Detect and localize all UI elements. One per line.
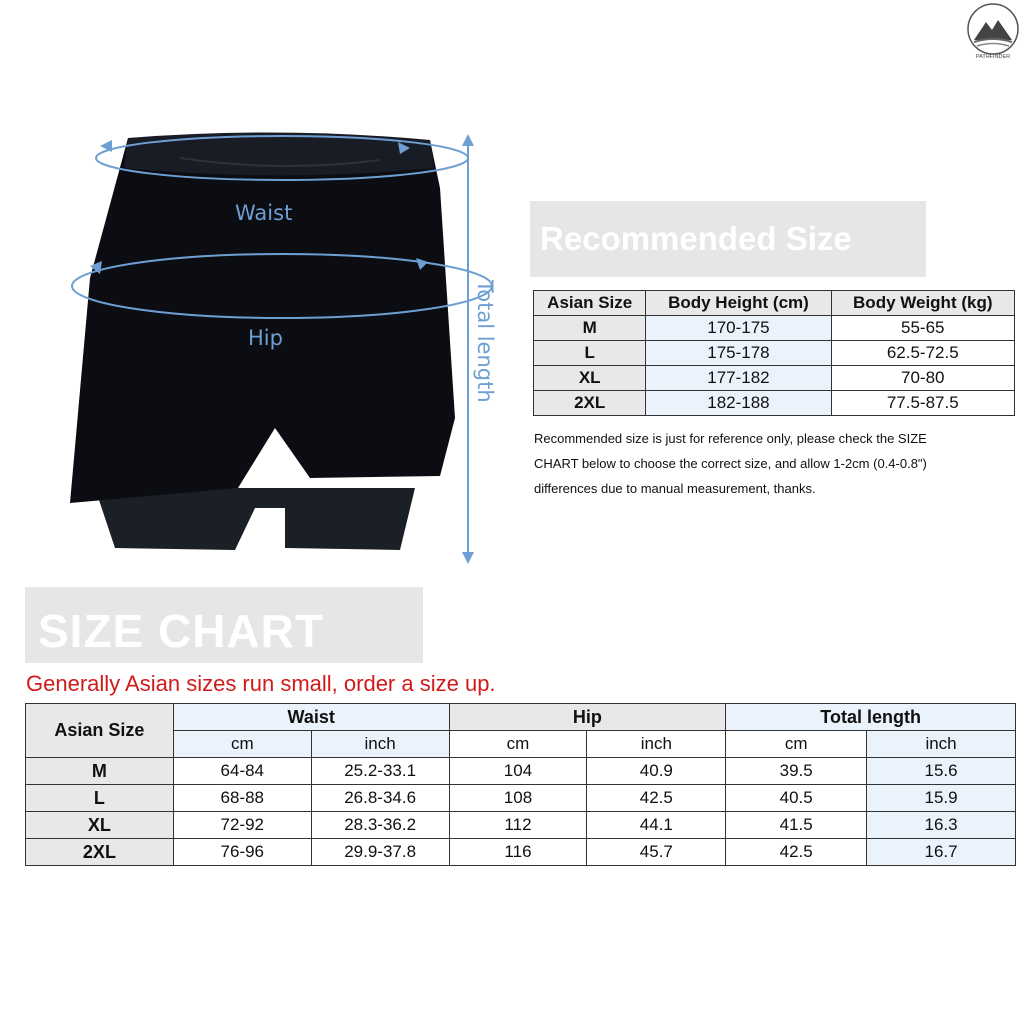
size-warning-text: Generally Asian sizes run small, order a size up. [26, 671, 496, 696]
size-cell: L [26, 785, 174, 812]
table-row [26, 785, 1016, 812]
value-cell: 29.9-37.8 [311, 839, 449, 866]
table-row [534, 316, 1015, 341]
height-cell: 182-188 [646, 391, 831, 416]
value-cell: 15.6 [867, 758, 1016, 785]
size-cell: L [534, 341, 646, 366]
note-line: CHART below to choose the correct size, and allow 1-2cm (0.4-0.8") [534, 456, 927, 471]
total-length-label: Total length [473, 280, 497, 403]
table-header-row [534, 291, 1015, 316]
value-cell: 41.5 [726, 812, 867, 839]
value-cell: 42.5 [726, 839, 867, 866]
header-total-length: Total length [726, 704, 1016, 731]
unit-cell: cm [173, 731, 311, 758]
value-cell: 76-96 [173, 839, 311, 866]
value-cell: 40.9 [587, 758, 726, 785]
header-hip: Hip [449, 704, 726, 731]
value-cell: 26.8-34.6 [311, 785, 449, 812]
table-row [534, 366, 1015, 391]
size-cell: M [26, 758, 174, 785]
table-row [534, 341, 1015, 366]
value-cell: 64-84 [173, 758, 311, 785]
unit-cell: cm [449, 731, 587, 758]
value-cell: 28.3-36.2 [311, 812, 449, 839]
height-cell: 175-178 [646, 341, 831, 366]
recommended-size-title: Recommended Size [540, 220, 852, 257]
value-cell: 39.5 [726, 758, 867, 785]
value-cell: 45.7 [587, 839, 726, 866]
value-cell: 16.7 [867, 839, 1016, 866]
value-cell: 40.5 [726, 785, 867, 812]
value-cell: 42.5 [587, 785, 726, 812]
recommended-size-table [533, 290, 1015, 416]
size-chart-table [25, 703, 1016, 866]
size-cell: 2XL [26, 839, 174, 866]
size-cell: 2XL [534, 391, 646, 416]
unit-cell: inch [867, 731, 1016, 758]
header-asian-size: Asian Size [534, 291, 646, 316]
value-cell: 104 [449, 758, 587, 785]
header-asian-size: Asian Size [26, 704, 174, 758]
hip-label: Hip [248, 326, 283, 350]
brand-logo [964, 2, 1022, 60]
header-body-height: Body Height (cm) [646, 291, 831, 316]
value-cell: 108 [449, 785, 587, 812]
table-row [26, 812, 1016, 839]
table-row [534, 391, 1015, 416]
value-cell: 16.3 [867, 812, 1016, 839]
weight-cell: 70-80 [831, 366, 1014, 391]
height-cell: 177-182 [646, 366, 831, 391]
size-cell: XL [26, 812, 174, 839]
table-row [26, 758, 1016, 785]
weight-cell: 55-65 [831, 316, 1014, 341]
value-cell: 116 [449, 839, 587, 866]
note-line: Recommended size is just for reference only, please check the SIZE [534, 431, 927, 446]
group-header-row [26, 704, 1016, 731]
unit-cell: inch [587, 731, 726, 758]
size-cell: M [534, 316, 646, 341]
value-cell: 68-88 [173, 785, 311, 812]
value-cell: 15.9 [867, 785, 1016, 812]
header-waist: Waist [173, 704, 449, 731]
weight-cell: 62.5-72.5 [831, 341, 1014, 366]
size-cell: XL [534, 366, 646, 391]
weight-cell: 77.5-87.5 [831, 391, 1014, 416]
unit-header-row [26, 731, 1016, 758]
logo-text: PATHFINDER [975, 54, 1011, 60]
waist-label: Waist [235, 201, 293, 225]
value-cell: 72-92 [173, 812, 311, 839]
unit-cell: inch [311, 731, 449, 758]
unit-cell: cm [726, 731, 867, 758]
shorts-illustration [60, 128, 510, 568]
value-cell: 25.2-33.1 [311, 758, 449, 785]
note-line: differences due to manual measurement, thanks. [534, 481, 816, 496]
height-cell: 170-175 [646, 316, 831, 341]
value-cell: 44.1 [587, 812, 726, 839]
value-cell: 112 [449, 812, 587, 839]
size-chart-title: SIZE CHART [38, 605, 324, 657]
mountain-logo-icon [964, 2, 1022, 60]
header-body-weight: Body Weight (kg) [831, 291, 1014, 316]
table-row [26, 839, 1016, 866]
recommended-size-note [534, 426, 994, 501]
